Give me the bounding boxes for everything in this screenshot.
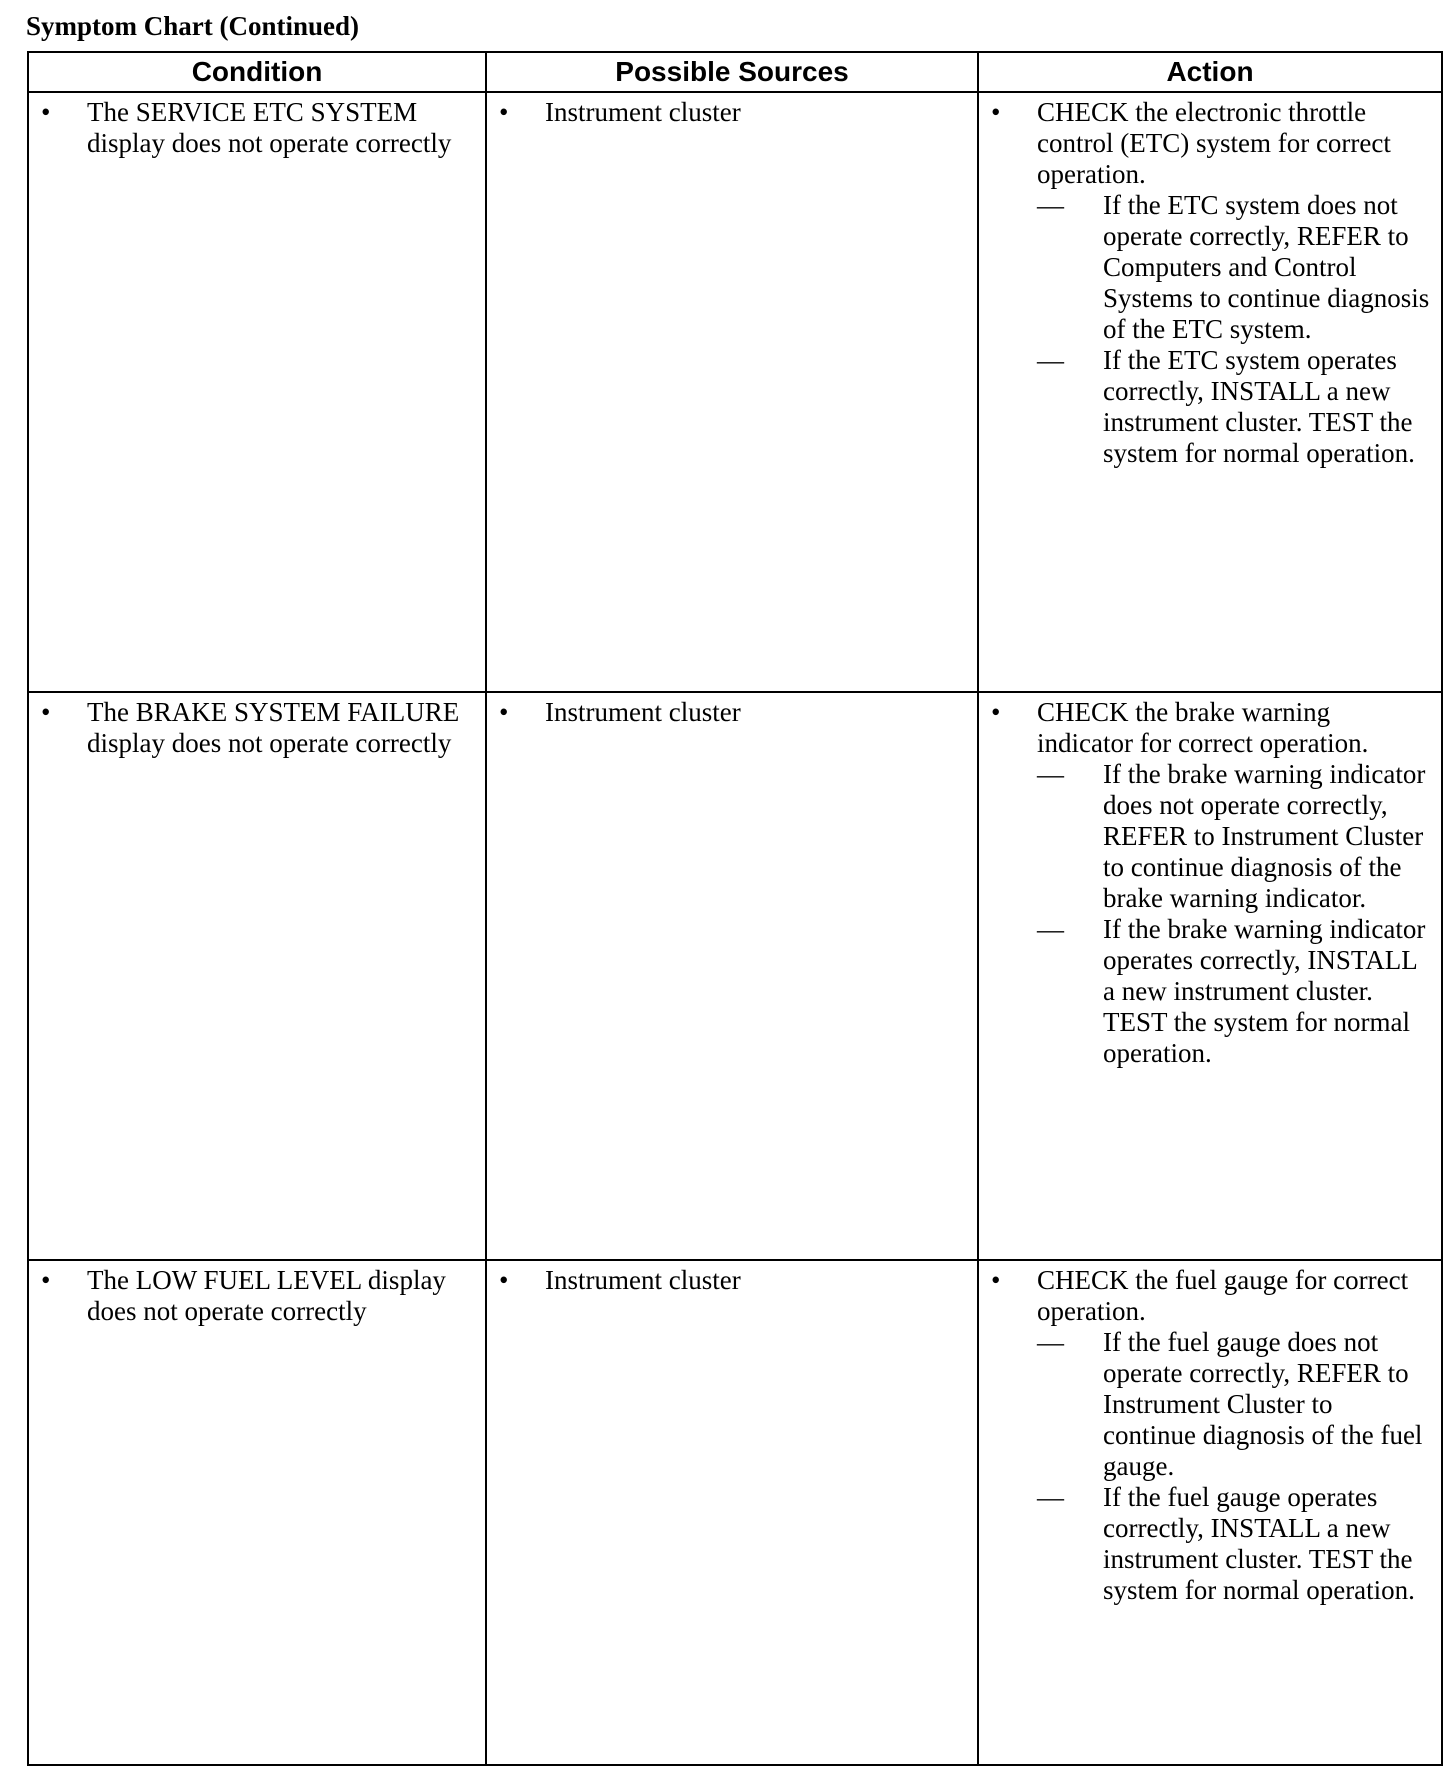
action-sub-item <box>1037 1327 1431 1482</box>
action-sub-item <box>1037 1482 1431 1606</box>
condition-text: The LOW FUEL LEVEL display does not operate correctly <box>87 1265 446 1326</box>
action-sub-text: If the ETC system does not operate correctly, REFER to Computers and Control Systems to continue diagnosis of the ETC system. <box>1103 190 1430 344</box>
header-action: Action <box>978 52 1442 92</box>
dash-icon: — <box>1037 759 1064 789</box>
source-item <box>499 97 967 128</box>
action-main-text: CHECK the electronic throttle control (ETC) system for correct operation. <box>1037 97 1391 189</box>
action-cell <box>978 1260 1442 1765</box>
action-sub-item <box>1037 759 1431 914</box>
dash-icon: — <box>1037 914 1064 944</box>
bullet-icon: • <box>499 1265 509 1295</box>
bullet-icon: • <box>991 697 1001 727</box>
source-text: Instrument cluster <box>545 97 741 127</box>
condition-cell <box>28 1260 486 1765</box>
table-row <box>28 92 1442 692</box>
source-cell <box>486 1260 978 1765</box>
table-row <box>28 692 1442 1260</box>
action-sub-item <box>1037 345 1431 469</box>
source-cell <box>486 92 978 692</box>
dash-icon: — <box>1037 190 1064 220</box>
source-item <box>499 1265 967 1296</box>
action-main-text: CHECK the fuel gauge for correct operation. <box>1037 1265 1409 1326</box>
header-possible-sources: Possible Sources <box>486 52 978 92</box>
source-item <box>499 697 967 728</box>
bullet-icon: • <box>41 1265 51 1295</box>
condition-cell <box>28 692 486 1260</box>
source-text: Instrument cluster <box>545 697 741 727</box>
header-condition: Condition <box>28 52 486 92</box>
condition-item <box>41 697 475 759</box>
table-header-row <box>28 52 1442 92</box>
bullet-icon: • <box>499 697 509 727</box>
action-sub-text: If the fuel gauge does not operate correctly, REFER to Instrument Cluster to continue diagnosis of the fuel gauge. <box>1103 1327 1423 1481</box>
source-cell <box>486 692 978 1260</box>
condition-text: The SERVICE ETC SYSTEM display does not operate correctly <box>87 97 452 158</box>
action-sub-text: If the brake warning indicator operates correctly, INSTALL a new instrument cluster. TEST the system for normal operation. <box>1103 914 1426 1068</box>
action-main-text: CHECK the brake warning indicator for correct operation. <box>1037 697 1369 758</box>
bullet-icon: • <box>991 1265 1001 1295</box>
table-row <box>28 1260 1442 1765</box>
condition-item <box>41 1265 475 1327</box>
action-sub-text: If the ETC system operates correctly, INSTALL a new instrument cluster. TEST the system for normal operation. <box>1103 345 1415 468</box>
dash-icon: — <box>1037 345 1064 375</box>
action-item <box>991 697 1431 1069</box>
source-text: Instrument cluster <box>545 1265 741 1295</box>
action-sub-text: If the brake warning indicator does not operate correctly, REFER to Instrument Cluster to continue diagnosis of the brake warning indicator. <box>1103 759 1426 913</box>
action-sub-item <box>1037 914 1431 1069</box>
dash-icon: — <box>1037 1482 1064 1512</box>
page-title: Symptom Chart (Continued) <box>26 11 360 41</box>
symptom-chart-table <box>27 51 1443 1766</box>
bullet-icon: • <box>41 97 51 127</box>
condition-text: The BRAKE SYSTEM FAILURE display does not operate correctly <box>87 697 460 758</box>
condition-cell <box>28 92 486 692</box>
condition-item <box>41 97 475 159</box>
action-cell <box>978 692 1442 1260</box>
action-sub-item <box>1037 190 1431 345</box>
action-item <box>991 97 1431 469</box>
bullet-icon: • <box>499 97 509 127</box>
bullet-icon: • <box>41 697 51 727</box>
action-cell <box>978 92 1442 692</box>
dash-icon: — <box>1037 1327 1064 1357</box>
action-item <box>991 1265 1431 1606</box>
action-sub-text: If the fuel gauge operates correctly, INSTALL a new instrument cluster. TEST the system for normal operation. <box>1103 1482 1415 1605</box>
bullet-icon: • <box>991 97 1001 127</box>
